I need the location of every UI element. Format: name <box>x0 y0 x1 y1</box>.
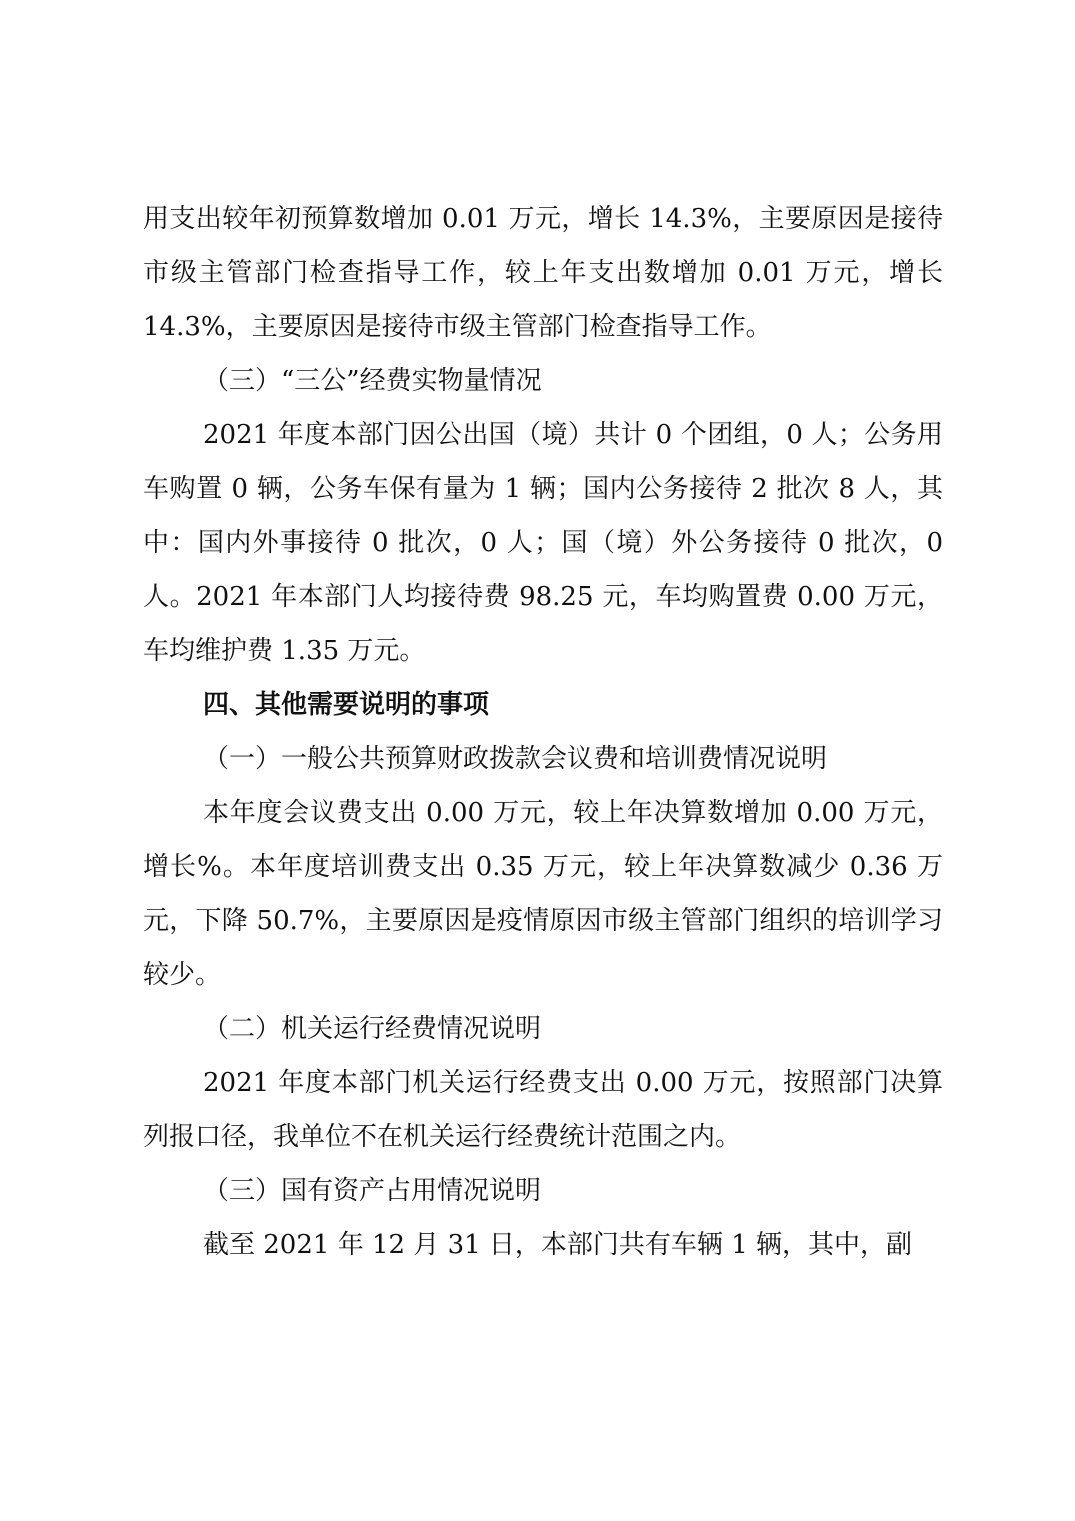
paragraph-state-assets: 截至 2021 年 12 月 31 日，本部门共有车辆 1 辆，其中，副 <box>203 1230 912 1260</box>
subheading-operating-expenses: （二）机关运行经费情况说明 <box>203 1014 542 1044</box>
paragraph-meeting-training: 本年度会议费支出 0.00 万元，较上年决算数增加 0.00 万元，增长%。本年度培训费支出 0.35 万元，较上年决算数减少 0.36 万元，下降 50.7%，主要原因是疫情原因市级主管部门组织的培训学习较少。 <box>143 798 943 990</box>
paragraph-operating-expenses: 2021 年度本部门机关运行经费支出 0.00 万元，按照部门决算列报口径，我单位不在机关运行经费统计范围之内。 <box>143 1068 943 1152</box>
document-body <box>143 192 943 1272</box>
paragraph-physical-quantity: 2021 年度本部门因公出国（境）共计 0 个团组，0 人；公务用车购置 0 辆，公务车保有量为 1 辆；国内公务接待 2 批次 8 人，其中：国内外事接待 0 批次，0 人；国（境）外公务接待 0 批次，0 人。2021 年本部门人均接待费 98.25 元，车均购置费 0.00 万元，车均维护费 1.35 万元。 <box>143 420 943 666</box>
paragraph-reception-expense-continued: 用支出较年初预算数增加 0.01 万元，增长 14.3%，主要原因是接待市级主管部门检查指导工作，较上年支出数增加 0.01 万元，增长 14.3%，主要原因是接待市级主管部门检查指导工作。 <box>143 204 943 342</box>
subheading-state-assets: （三）国有资产占用情况说明 <box>203 1176 542 1206</box>
subheading-three-public-physical: （三）“三公”经费实物量情况 <box>203 366 542 396</box>
heading-other-matters: 四、其他需要说明的事项 <box>203 690 490 720</box>
subheading-meeting-training: （一）一般公共预算财政拨款会议费和培训费情况说明 <box>203 744 828 774</box>
